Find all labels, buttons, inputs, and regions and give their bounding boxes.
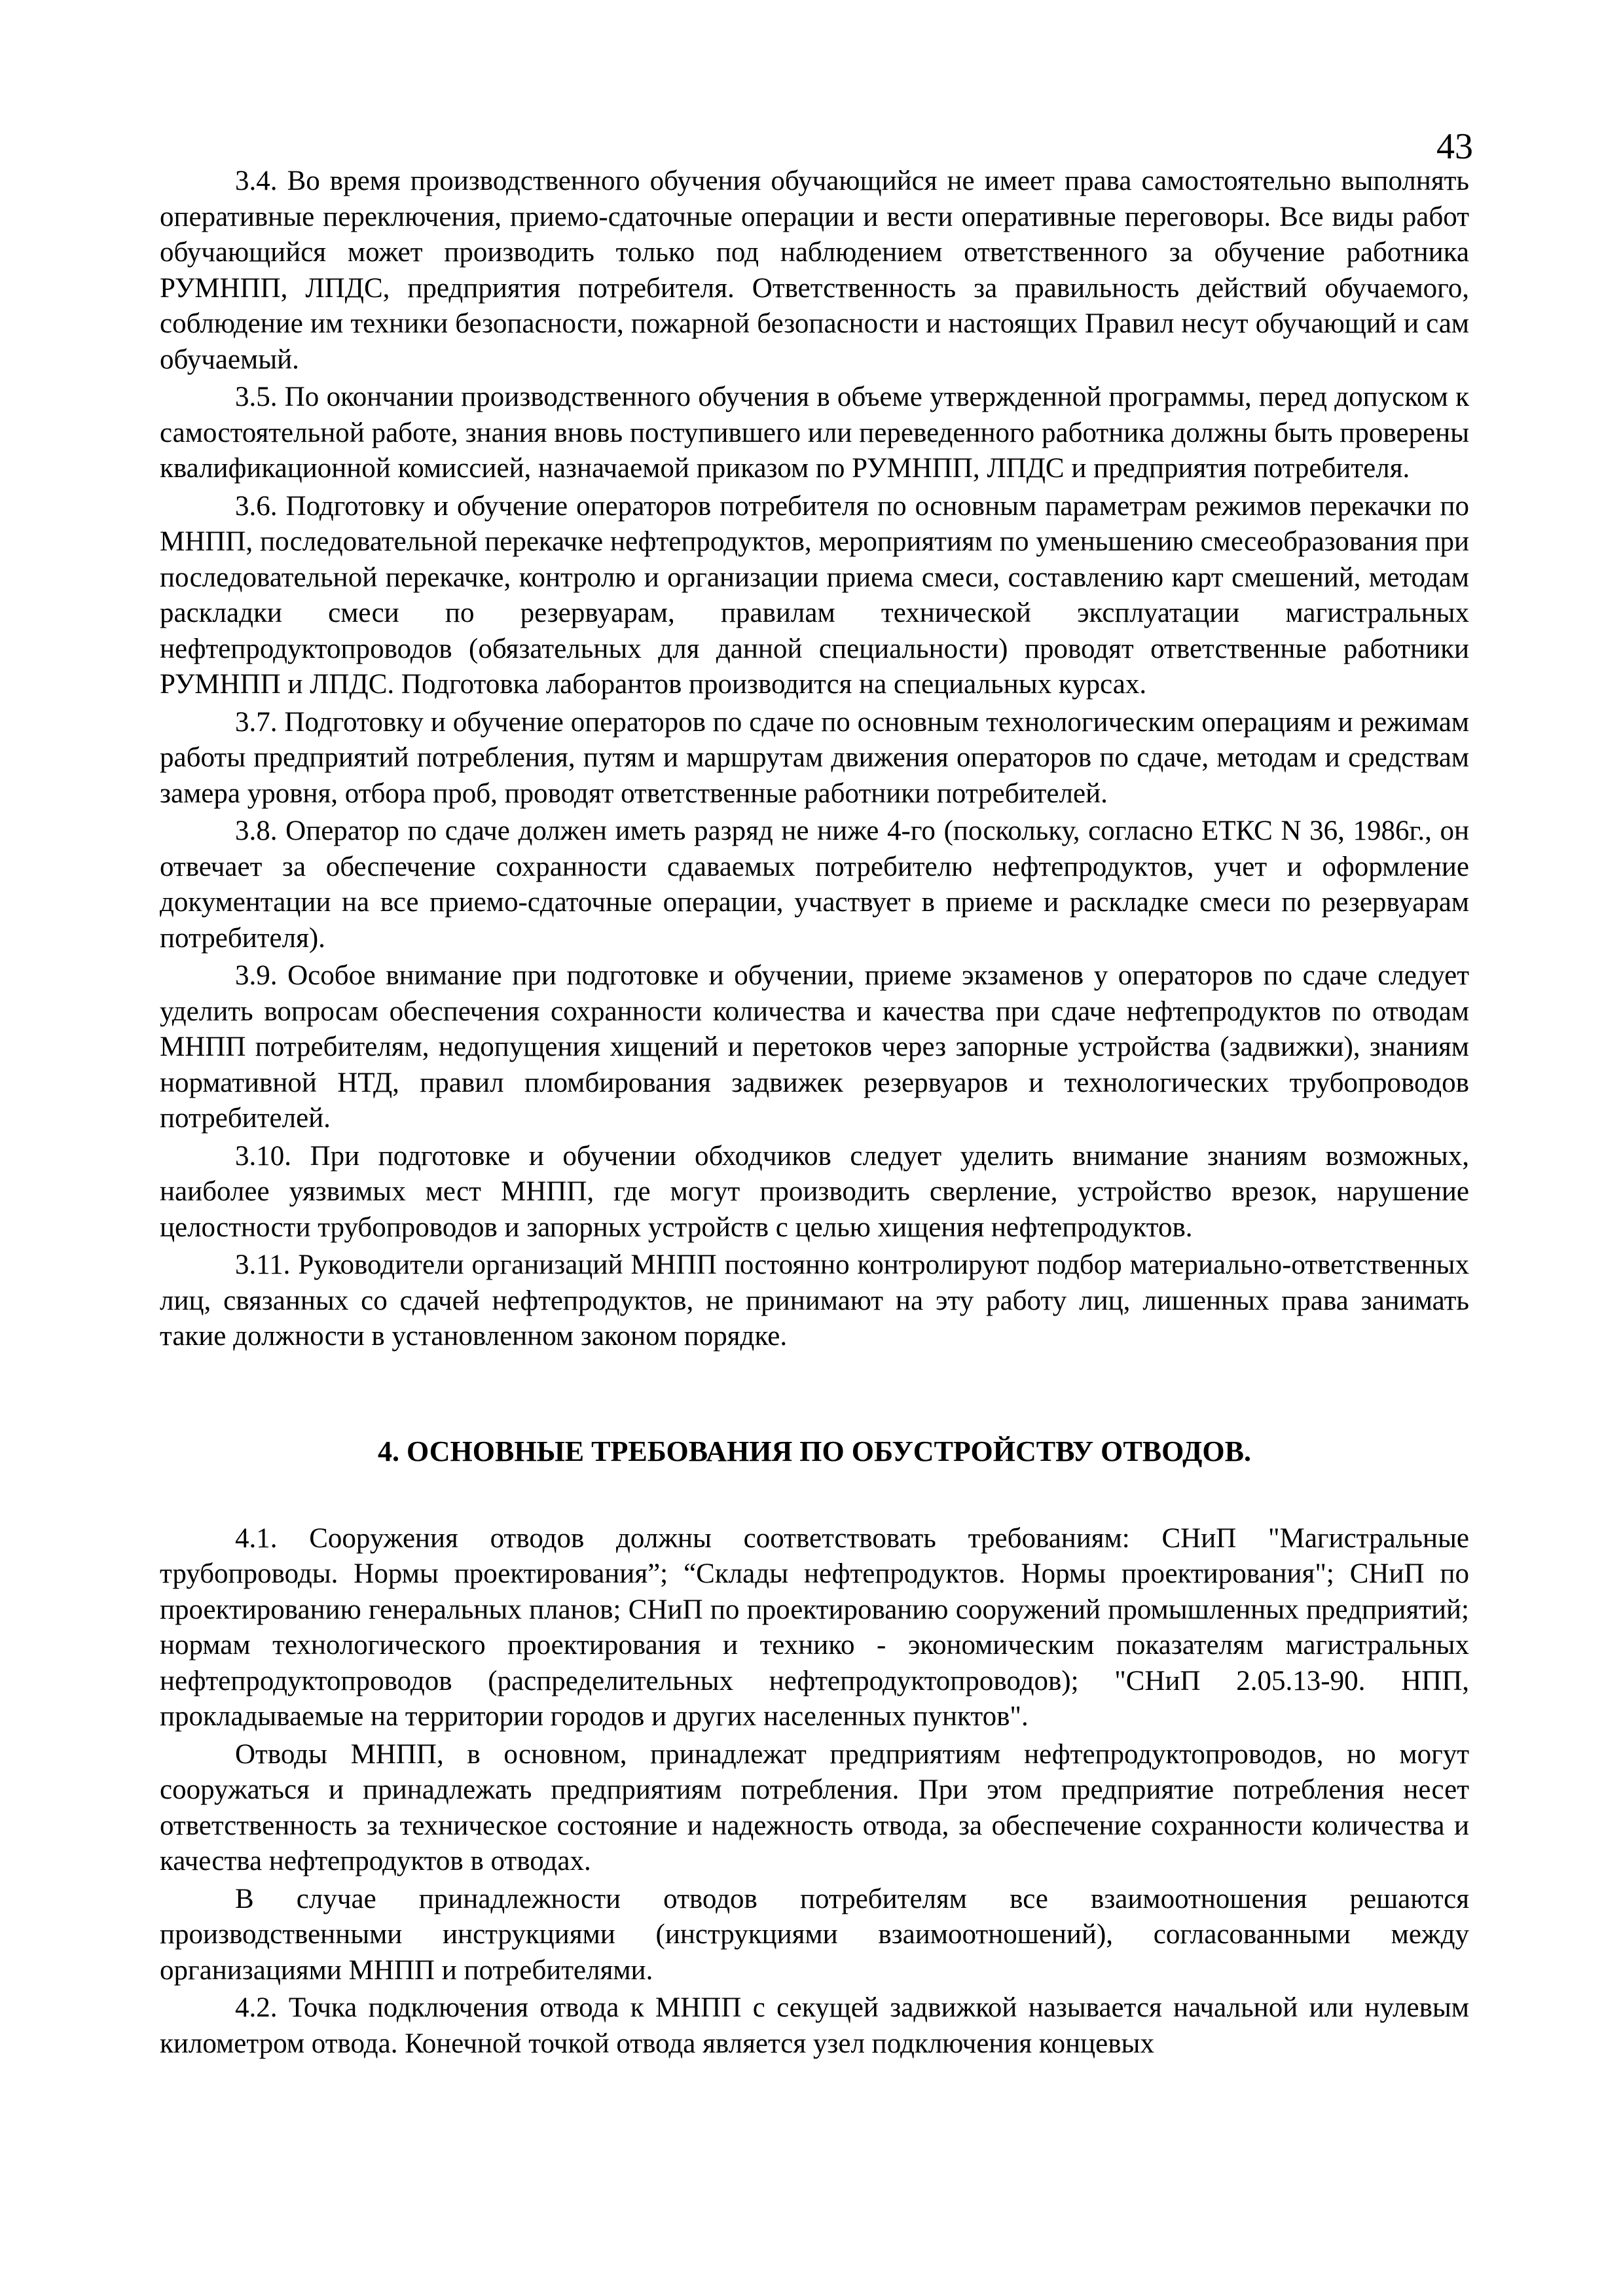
paragraph-3-9: 3.9. Особое внимание при подготовке и обучении, приеме экзаменов у операторов по сдаче следует уделить вопросам обеспечения сохранности количества и качества при сдаче нефтепродуктов по отводам МНПП потребителям, недопущения хищений и перетоков через запорные устройства (задвижки), знаниям нормативной НТД, правил пломбирования задвижек резервуаров и технологических трубопроводов потребителей.	[160, 960, 1469, 1134]
paragraph-3-4: 3.4. Во время производственного обучения обучающийся не имеет права самостоятельно выполнять оперативные переключения, приемо-сдаточные операции и вести оперативные переговоры. Все виды работ обучающийся может производить только под наблюдением ответственного за обучение работника РУМНПП, ЛПДС, предприятия потребителя. Ответственность за правильность действий обучаемого, соблюдение им техники безопасности, пожарной безопасности и настоящих Правил несут обучающий и сам обучаемый.	[160, 166, 1469, 375]
paragraph-3-11: 3.11. Руководители организаций МНПП постоянно контролируют подбор материально-ответственных лиц, связанных со сдачей нефтепродуктов, не принимают на эту работу лиц, лишенных права занимать такие должности в установленном законом порядке.	[160, 1249, 1469, 1352]
paragraph-consumer-case: В случае принадлежности отводов потребителям все взаимоотношения решаются производственными инструкциями (инструкциями взаимоотношений), согласованными между организациями МНПП и потребителями.	[160, 1883, 1469, 1986]
page-number: 43	[1436, 126, 1473, 167]
section-heading: 4. ОСНОВНЫЕ ТРЕБОВАНИЯ ПО ОБУСТРОЙСТВУ ОТВОДОВ.	[378, 1435, 1251, 1467]
paragraph-3-7: 3.7. Подготовку и обучение операторов по сдаче по основным технологическим операциям и режимам работы предприятий потребления, путям и маршрутам движения операторов по сдаче, методам и средствам замера уровня, отбора проб, проводят ответственные работники потребителей.	[160, 706, 1469, 809]
paragraph-3-6: 3.6. Подготовку и обучение операторов потребителя по основным параметрам режимов перекачки по МНПП, последовательной перекачке нефтепродуктов, мероприятиям по уменьшению смесеобразования при последовательной перекачке, контролю и организации приема смеси, составлению карт смешений, методам раскладки смеси по резервуарам, правилам технической эксплуатации магистральных нефтепродуктопроводов (обязательных для данной специальности) проводят ответственные работники РУМНПП и ЛПДС. Подготовка лаборантов производится на специальных курсах.	[160, 490, 1469, 700]
paragraph-4-2: 4.2. Точка подключения отвода к МНПП с секущей задвижкой называется начальной или нулевым километром отвода. Конечной точкой отвода является узел подключения концевых	[160, 1992, 1469, 2059]
paragraph-ownership: Отводы МНПП, в основном, принадлежат предприятиям нефтепродуктопроводов, но могут сооружаться и принадлежать предприятиям потребления. При этом предприятие потребления несет ответственность за техническое состояние и надежность отвода, за обеспечение сохранности количества и качества нефтепродуктов в отводах.	[160, 1738, 1469, 1876]
paragraph-3-10: 3.10. При подготовке и обучении обходчиков следует уделить внимание знаниям возможных, наиболее уязвимых мест МНПП, где могут производить сверление, устройство врезок, нарушение целостности трубопроводов и запорных устройств с целью хищения нефтепродуктов.	[160, 1140, 1469, 1243]
paragraph-4-1: 4.1. Сооружения отводов должны соответствовать требованиям: СНиП "Магистральные трубопроводы. Нормы проектирования”; “Склады нефтепродуктов. Нормы проектирования"; СНиП по проектированию генеральных планов; СНиП по проектированию сооружений промышленных предприятий; нормам технологического проектирования и технико - экономическим показателям магистральных нефтепродуктопроводов (распределительных нефтепродуктопроводов); "СНиП 2.05.13-90. НПП, прокладываемые на территории городов и других населенных пунктов".	[160, 1522, 1469, 1732]
paragraph-3-8: 3.8. Оператор по сдаче должен иметь разряд не ниже 4-го (поскольку, согласно ЕТКС N 36, 1986г., он отвечает за обеспечение сохранности сдаваемых потребителю нефтепродуктов, учет и оформление документации на все приемо-сдаточные операции, участвует в приеме и раскладке смеси по резервуарам потребителя).	[160, 816, 1469, 954]
paragraph-3-5: 3.5. По окончании производственного обучения в объеме утвержденной программы, перед допуском к самостоятельной работе, знания вновь поступившего или переведенного работника должны быть проверены квалификационной комиссией, назначаемой приказом по РУМНПП, ЛПДС и предприятия потребителя.	[160, 382, 1469, 484]
document-body	[160, 164, 1469, 2064]
